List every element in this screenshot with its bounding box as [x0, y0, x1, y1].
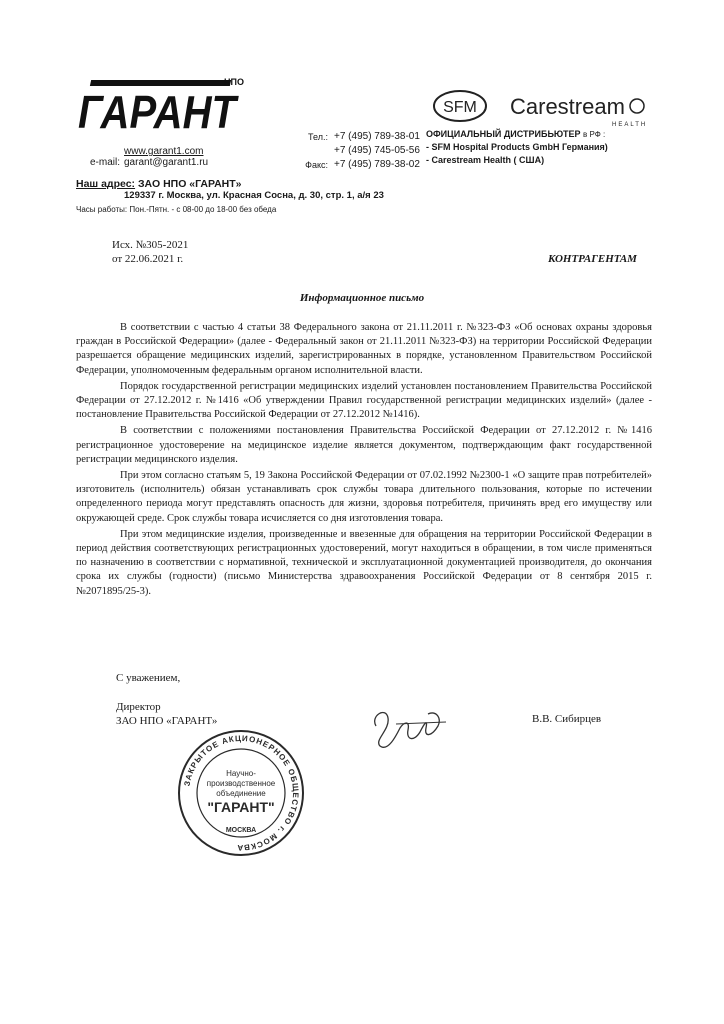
garant-logo [76, 76, 246, 148]
address-label: Наш адрес: [76, 178, 136, 190]
sfm-logo-text: SFM [443, 99, 477, 116]
paragraph: При этом согласно статьям 5, 19 Закона Российской Федерации от 07.02.1992 №2300-1 «О защите прав потребителей» изготовитель (исполнитель) обязан устанавливать срок службы товара длительного пользования, которые по истечении определенного периода могут представлять опасность для жизни, здоровья потребителя, причинять вред его имуществу или окружающей среде. Срок службы товара исчисляется со дня изготовления товара. [76, 470, 652, 524]
address-street: 129337 г. Москва, ул. Красная Сосна, д. 30, стр. 1, а/я 23 [124, 190, 384, 201]
carestream-icon [630, 99, 644, 113]
working-hours: Часы работы: Пон.-Пятн. - с 08-00 до 18-00 без обеда [76, 205, 277, 214]
fax-label: Факс: [305, 160, 328, 170]
distributor-line-2: - Carestream Health ( США) [426, 155, 545, 165]
seal-ring-text: ЗАКРЫТОЕ АКЦИОНЕРНОЕ ОБЩЕСТВО г. МОСКВА [182, 733, 301, 853]
signatory-org: ЗАО НПО «ГАРАНТ» [116, 715, 218, 727]
reference-block [112, 238, 188, 266]
seal-line-1: Научно- [226, 769, 256, 778]
distributor-block [426, 128, 608, 167]
health-label: HEALTH [612, 122, 648, 128]
paragraph: При этом медицинские изделия, произведенные и ввезенные для обращения на территории Российской Федерации в период действия соответствующих регистрационных удостоверений, могут находиться в обращении, в том числе применяться по назначению в соответствии с нормативной, технической и эксплуатационной документацией производителя, до окончания срока их службы (годности) (письмо Министерства здравоохранения Российской Федерации от 8 сентября 2015 г. №2071895/25-3). [76, 528, 652, 597]
seal-city: МОСКВА [225, 827, 257, 834]
paragraph: Порядок государственной регистрации медицинских изделий установлен постановлением Правительства Российской Федерации от 27.12.2012 г. №1416 «Об утверждении Правил государственной регистрации медицинских изделий» (далее - постановление Правительства Российской Федерации от 27.12.2012 №1416). [76, 380, 652, 421]
website-link[interactable]: www.garant1.com [124, 146, 204, 157]
signatory-position: Директор [116, 701, 161, 713]
phones-block [286, 130, 420, 172]
email-link[interactable]: garant@garant1.ru [124, 157, 209, 168]
reference-date: от 22.06.2021 г. [112, 253, 184, 265]
address-block [76, 178, 384, 216]
seal-line-3: объединение [216, 789, 266, 798]
logo-subtitle: НПО [224, 77, 244, 87]
contacts-block [60, 146, 260, 168]
reference-number: Исх. №305-2021 [112, 239, 189, 251]
signatory-block [116, 700, 217, 728]
carestream-wordmark: Carestream [510, 94, 625, 119]
partner-logo [432, 88, 652, 128]
letter-title: Информационное письмо [299, 292, 425, 304]
paragraph: В соответствии с частью 4 статьи 38 Федерального закона от 21.11.2011 г. №323-ФЗ «Об основах охраны здоровья граждан в Российской Федерации» (далее - Федеральный закон от 21.11.2011 №323-ФЗ) на территории Российской Федерации разрешается обращение медицинских изделий, зарегистрированных в порядке, установленном Правительством Российской Федерации, уполномоченным федеральным органом исполнительной власти. [76, 322, 652, 376]
signature [366, 696, 456, 756]
signer-name: В.В. Сибирцев [532, 713, 602, 725]
fax-number: +7 (495) 789-38-02 [334, 159, 420, 170]
tel-label: Тел.: [308, 132, 328, 142]
closing: С уважением, [116, 672, 181, 684]
recipient: КОНТРАГЕНТАМ [548, 253, 637, 265]
distributor-suffix: в РФ : [583, 130, 606, 139]
distributor-label: ОФИЦИАЛЬНЫЙ ДИСТРИБЬЮТЕР [426, 129, 581, 139]
email-label: e-mail: [89, 157, 120, 168]
tel-1: +7 (495) 789-38-01 [334, 131, 420, 142]
seal-line-2: производственное [206, 779, 276, 788]
seal-name: "ГАРАНТ" [207, 799, 275, 815]
paragraph: В соответствии с положениями постановления Правительства Российской Федерации от 27.12.2012 г. №1416 регистрационное удостоверение на медицинское изделие является документом, подтверждающим факт государственной регистрации медицинского изделия. [76, 425, 652, 465]
distributor-line-1: - SFM Hospital Products GmbH Германия) [426, 142, 608, 152]
logo-wordmark: ГАРАНТ [78, 86, 240, 138]
company-logo [76, 76, 246, 148]
tel-2: +7 (495) 745-05-56 [334, 145, 420, 156]
address-org: ЗАО НПО «ГАРАНТ» [137, 178, 242, 190]
company-seal [176, 728, 306, 858]
letter-body [76, 321, 652, 601]
